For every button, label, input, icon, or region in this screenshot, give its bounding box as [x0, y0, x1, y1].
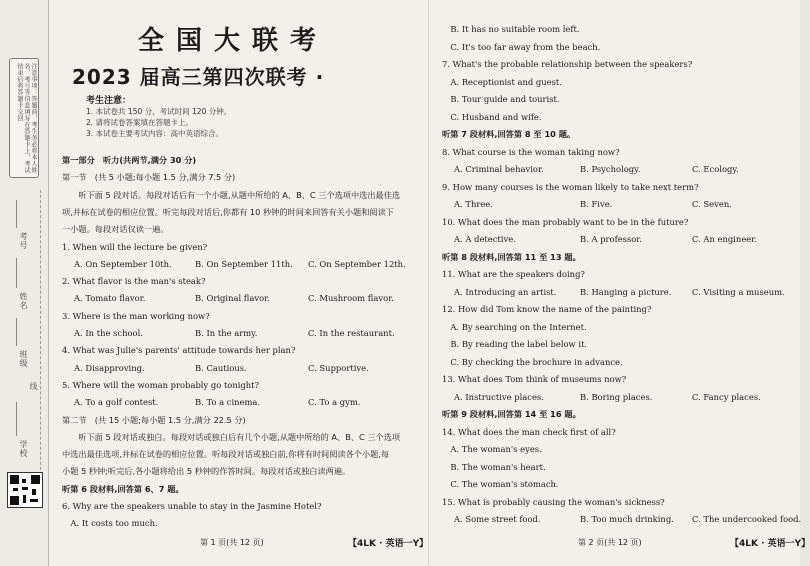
answer-option: B. A professor.	[580, 234, 643, 244]
answer-option: A. Some street food.	[454, 514, 541, 524]
text-line: C. Husband and wife.	[442, 111, 542, 122]
question-stem: 5. Where will the woman probably go tonight?	[62, 379, 260, 390]
answer-option: B. Hanging a picture.	[580, 286, 672, 297]
answer-option: A. Tomato flavor.	[74, 293, 146, 304]
qr-code	[7, 472, 43, 508]
question-stem: 11. What are the speakers doing?	[442, 269, 585, 279]
text-line: 听第 9 段材料,回答第 14 至 16 题。	[442, 409, 581, 419]
answer-option: B. Too much drinking.	[580, 514, 674, 524]
sidebar-notice-box	[9, 58, 39, 178]
text-line: B. It has no suitable room left.	[442, 24, 580, 34]
text-line: A. By searching on the Internet.	[442, 321, 587, 332]
question-stem: 9. How many courses is the woman likely to take next term?	[442, 181, 699, 192]
question-stem: 15. What is probably causing the woman's sickness?	[442, 496, 665, 507]
answer-option: C. Ecology.	[692, 164, 739, 174]
text-line: 项,并标在试卷的相应位置。听完每段对话后,你都有 10 秒钟的时间来回答有关小题和阅读下	[62, 206, 394, 217]
answer-option: B. Boring places.	[580, 391, 653, 402]
answer-option: C. Mushroom flavor.	[308, 293, 394, 304]
question-stem: 13. What does Tom think of museums now?	[442, 374, 627, 384]
answer-option: A. Criminal behavior.	[454, 164, 544, 174]
text-line: 听第 7 段材料,回答第 8 至 10 题。	[442, 129, 576, 139]
answer-option: C. Visiting a museum.	[692, 286, 785, 297]
text-line: A. Receptionist and guest.	[442, 76, 562, 87]
answer-option: A. A detective.	[454, 234, 516, 244]
text-line: 小题 5 秒钟;听完后,各小题将给出 5 秒钟的作答时间。每段对话或独白读两遍。	[62, 466, 351, 477]
exam-title: 2023 届高三第四次联考 ·	[72, 65, 325, 89]
text-line: 听第 6 段材料,回答第 6、7 题。	[62, 483, 184, 494]
answer-option: A. Instructive places.	[454, 391, 544, 402]
page-divider	[428, 0, 429, 566]
exam-code-tag: 【4LK · 英语一Y】	[348, 539, 429, 549]
field-name-label: 姓名	[19, 292, 28, 310]
answer-option: C. In the restaurant.	[308, 328, 395, 338]
answer-option: B. On September 11th.	[195, 258, 293, 269]
answer-option: C. Supportive.	[308, 362, 369, 373]
text-line: C. It's too far away from the beach.	[442, 41, 601, 52]
sidebar-notice-text: 注意事项：答题前，考生务必将本人姓名、考号等信息填写在答题卡上，考试结束后将答题卡交回	[16, 63, 37, 174]
question-stem: 3. Where is the man working now?	[62, 310, 210, 321]
answer-option: C. On September 12th.	[308, 258, 406, 269]
brand-title: 全国大联考	[138, 26, 329, 56]
question-stem: 1. When will the lecture be given?	[62, 241, 208, 252]
text-line: B. Tour guide and tourist.	[442, 94, 560, 104]
text-line: 听下面 5 段对话。每段对话后有一个小题,从题中所给的 A、B、C 三个选项中选出最佳选	[62, 189, 401, 200]
answer-option: A. Disapproving.	[74, 362, 145, 373]
question-stem: 14. What does the man check first of all?	[442, 426, 616, 437]
right-page	[438, 0, 810, 566]
text-line: 第一部分 听力(共两节,满分 30 分)	[62, 155, 197, 165]
field-school-label: 学校	[19, 440, 28, 458]
answer-option: B. In the army.	[195, 328, 258, 338]
question-stem: 4. What was Julie's parents' attitude towards her plan?	[62, 345, 296, 356]
seal-line	[40, 190, 41, 490]
answer-option: B. Cautious.	[195, 362, 247, 373]
field-exam-number-label: 考号	[19, 232, 28, 250]
answer-option: C. The undercooked food.	[692, 514, 802, 524]
notice-item: 2. 请将试卷答案填在答题卡上。	[86, 118, 194, 127]
page-number: 第 1 页(共 12 页)	[200, 538, 264, 547]
exam-code-tag: 【4LK · 英语一Y】	[730, 539, 810, 549]
question-stem: 6. Why are the speakers unable to stay in the Jasmine Hotel?	[62, 501, 322, 511]
text-line: 一小题。每段对话仅读一遍。	[62, 224, 169, 235]
notice-item: 3. 本试卷主要考试内容：高中英语综合。	[86, 129, 224, 138]
answer-option: B. Psychology.	[580, 164, 641, 174]
question-stem: 12. How did Tom know the name of the painting?	[442, 304, 652, 314]
question-stem: 10. What does the man probably want to be in the future?	[442, 216, 689, 227]
field-class-line	[16, 318, 17, 346]
answer-option: A. Introducing an artist.	[454, 286, 557, 297]
binding-sidebar	[0, 0, 49, 566]
text-line: 第一节 (共 5 小题;每小题 1.5 分,满分 7.5 分)	[62, 172, 236, 183]
answer-option: A. To a golf contest.	[74, 397, 159, 408]
answer-option: B. To a cinema.	[195, 397, 261, 408]
left-page	[50, 0, 429, 566]
field-class-label: 班级	[19, 350, 28, 368]
seal-mark: 线	[29, 382, 38, 391]
answer-option: C. An engineer.	[692, 234, 757, 244]
text-line: C. The woman's stomach.	[442, 479, 559, 489]
text-line: C. By checking the brochure in advance.	[442, 356, 623, 367]
answer-option: B. Five.	[580, 199, 613, 209]
text-line: B. By reading the label below it.	[442, 339, 588, 349]
answer-option: A. On September 10th.	[74, 258, 172, 269]
answer-option: C. To a gym.	[308, 397, 361, 408]
text-line: 第二节 (共 15 小题;每小题 1.5 分,满分 22.5 分)	[62, 414, 246, 425]
answer-option: C. Seven.	[692, 199, 732, 209]
question-stem: 7. What's the probable relationship between the speakers?	[442, 59, 693, 69]
page-number: 第 2 页(共 12 页)	[578, 538, 642, 547]
text-line: A. It costs too much.	[62, 518, 158, 529]
notice-title: 考生注意：	[86, 96, 132, 106]
notice-item: 1. 本试卷共 150 分，考试时间 120 分钟。	[86, 107, 232, 116]
answer-option: B. Original flavor.	[195, 293, 270, 304]
field-school-line	[16, 402, 17, 436]
question-stem: 8. What course is the woman taking now?	[442, 146, 620, 157]
answer-option: A. In the school.	[74, 328, 143, 338]
answer-option: C. Fancy places.	[692, 391, 761, 402]
field-exam-number-line	[16, 200, 17, 228]
answer-option: A. Three.	[454, 199, 493, 209]
text-line: 中选出最佳选项,并标在试卷的相应位置。听每段对话或独白前,你将有时间阅读各个小题,每	[62, 449, 390, 460]
text-line: A. The woman's eyes.	[442, 444, 542, 454]
text-line: 听第 8 段材料,回答第 11 至 13 题。	[442, 251, 581, 262]
field-name-line	[16, 258, 17, 288]
text-line: B. The woman's heart.	[442, 461, 546, 472]
question-stem: 2. What flavor is the man's steak?	[62, 276, 206, 287]
text-line: 听下面 5 段对话或独白。每段对话或独白后有几个小题,从题中所给的 A、B、C 三个选项	[62, 431, 401, 442]
